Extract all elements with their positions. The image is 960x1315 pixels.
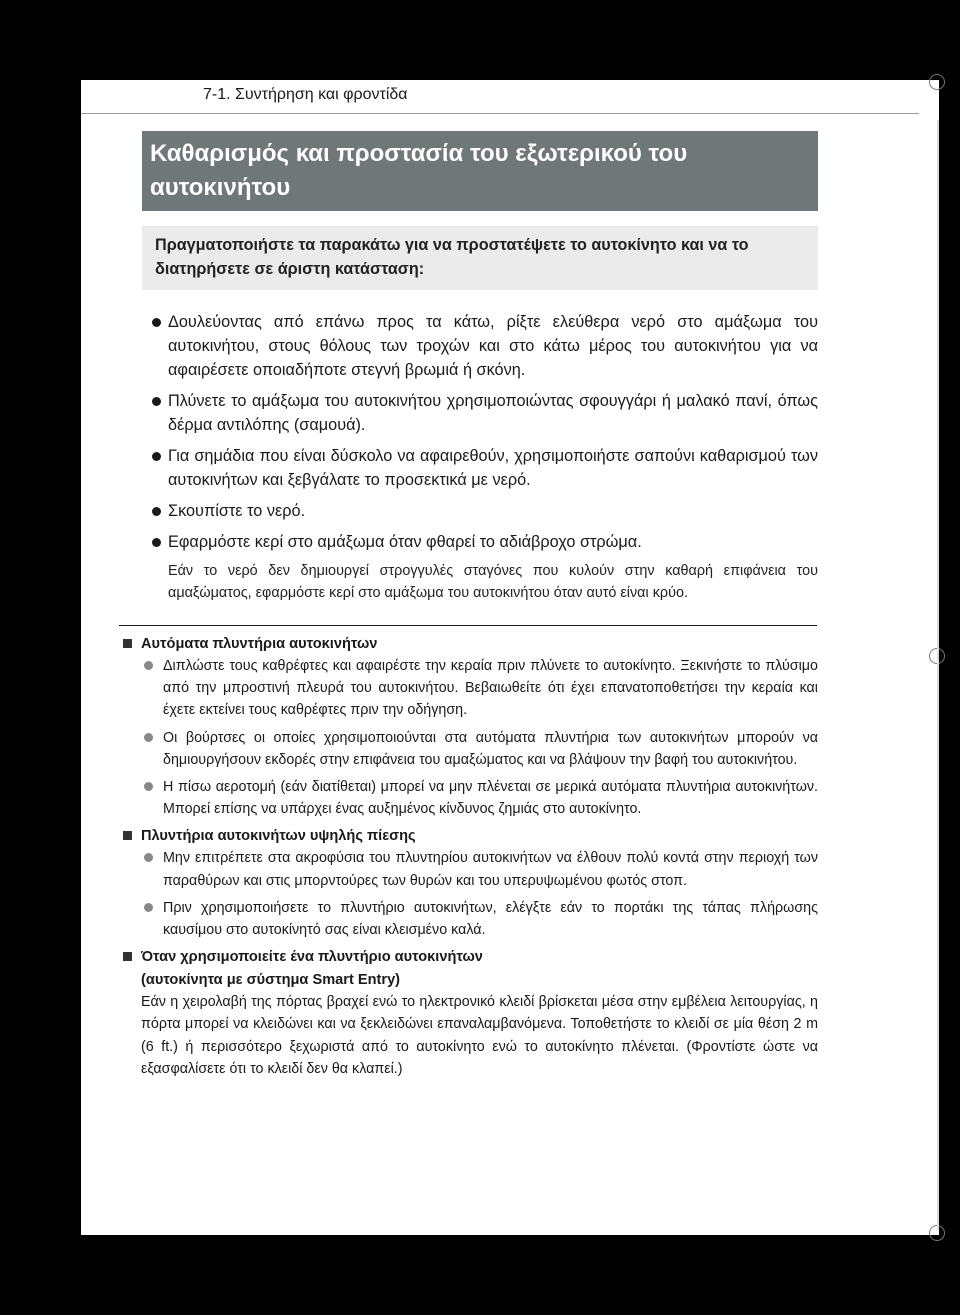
bullet-icon bbox=[144, 661, 153, 670]
main-bullet-list bbox=[142, 310, 818, 604]
smart-entry-subtitle: (αυτοκίνητα με σύστημα Smart Entry) bbox=[141, 972, 401, 989]
info-sections bbox=[121, 632, 818, 1080]
bullet-icon bbox=[152, 538, 161, 547]
bullet-icon bbox=[144, 853, 153, 862]
page-header bbox=[81, 80, 939, 116]
crop-mark-icon bbox=[929, 74, 945, 90]
wax-note: Εάν το νερό δεν δημιουργεί στρογγυλές σταγόνες που κυλούν στην καθαρή επιφάνεια του αμαξώματος, εφαρμόστε κερί στο αμάξωμα του αυτοκινήτου όταν αυτό είναι κρύο. bbox=[168, 563, 818, 601]
list-item: Διπλώστε τους καθρέφτες και αφαιρέστε την κεραία πριν πλύνετε το αυτοκίνητο. Ξεκινήστε το πλύσιμο από την μπροστινή πλευρά του αυτοκινήτου. Βεβαιωθείτε ότι έχει επανατοποθετήσει την κεραία και έχετε εκτείνει τους καθρέφτες πριν την οδήγηση. bbox=[121, 655, 818, 722]
list-item: Μην επιτρέπετε στα ακροφύσια του πλυντηρίου αυτοκινήτων να έλθουν πολύ κοντά στην περιοχή των παραθύρων και στις μπορντούρες των θυρών και του υπερυψωμένου φωτός στοπ. bbox=[121, 847, 818, 891]
bullet-icon bbox=[152, 452, 161, 461]
list-item: Εφαρμόστε κερί στο αμάξωμα όταν φθαρεί το αδιάβροχο στρώμα. bbox=[142, 530, 818, 554]
bullet-icon bbox=[152, 507, 161, 516]
page-edge bbox=[937, 120, 939, 1230]
high-pressure-car-wash-heading: Πλυντήρια αυτοκινήτων υψηλής πίεσης bbox=[121, 825, 818, 847]
bullet-icon bbox=[152, 397, 161, 406]
list-item: Η πίσω αεροτομή (εάν διατίθεται) μπορεί να μην πλένεται σε μερικά αυτόματα πλυντήρια αυτοκινήτων. Μπορεί επίσης να υπάρχει ένας αυξημένος κίνδυνος ζημιάς στο αυτοκίνητο. bbox=[121, 776, 818, 820]
header-rule bbox=[81, 113, 919, 114]
square-bullet-icon bbox=[123, 831, 132, 840]
list-item: Δουλεύοντας από επάνω προς τα κάτω, ρίξτε ελεύθερα νερό στο αμάξωμα του αυτοκινήτου, στους θόλους των τροχών και στο κάτω μέρος του αυτοκινήτου για να αφαιρέσετε οποιαδήποτε στεγνή βρωμιά ή σκόνη. bbox=[142, 310, 818, 382]
bullet-icon bbox=[144, 782, 153, 791]
section-title: Καθαρισμός και προστασία του εξωτερικού του αυτοκινήτου bbox=[142, 131, 818, 211]
list-item: Για σημάδια που είναι δύσκολο να αφαιρεθούν, χρησιμοποιήστε σαπούνι καθαρισμού των αυτοκινήτων και ξεβγάλατε το προσεκτικά με νερό. bbox=[142, 444, 818, 492]
list-item: Σκουπίστε το νερό. bbox=[142, 499, 818, 523]
bullet-icon bbox=[144, 733, 153, 742]
smart-entry-text: Εάν η χειρολαβή της πόρτας βραχεί ενώ το ηλεκτρονικό κλειδί βρίσκεται μέσα στην εμβέλεια λειτουργίας, η πόρτα μπορεί να κλειδώνει και να ξεκλειδώνει επαναλαμβανόμενα. Τοποθετήστε το κλειδί σε μία θέση 2 m (6 ft.) ή περισσότερο ξεχωριστά από το αυτοκίνητο ενώ το αυτοκίνητο πλένεται. (Φροντίστε ώστε να εξασφαλίσετε ότι το κλειδί δεν θα κλαπεί.) bbox=[141, 994, 818, 1077]
bullet-icon bbox=[152, 318, 161, 327]
intro-text: Πραγματοποιήστε τα παρακάτω για να προστατέψετε το αυτοκίνητο και να το διατηρήσετε σε άριστη κατάσταση: bbox=[142, 226, 818, 290]
list-item: Πριν χρησιμοποιήσετε το πλυντήριο αυτοκινήτων, ελέγξτε εάν το πορτάκι της τάπας πλήρωσης καυσίμου στο αυτοκίνητό σας είναι κλεισμένο καλά. bbox=[121, 897, 818, 941]
list-item: Οι βούρτσες οι οποίες χρησιμοποιούνται στα αυτόματα πλυντήρια των αυτοκινήτων μπορούν να δημιουργήσουν εκδορές στην επιφάνεια του αμαξώματος και να βλάψουν την βαφή του αυτοκινήτου. bbox=[121, 727, 818, 771]
manual-page bbox=[81, 80, 939, 1235]
running-head: 7-1. Συντήρηση και φροντίδα bbox=[203, 86, 408, 103]
list-item: Πλύνετε το αμάξωμα του αυτοκινήτου χρησιμοποιώντας σφουγγάρι ή μαλακό πανί, όπως δέρμα αντιλόπης (σαμουά). bbox=[142, 389, 818, 437]
section-divider bbox=[119, 625, 817, 626]
smart-entry-car-wash-heading: Όταν χρησιμοποιείτε ένα πλυντήριο αυτοκινήτων bbox=[121, 946, 818, 968]
square-bullet-icon bbox=[123, 639, 132, 648]
bullet-icon bbox=[144, 903, 153, 912]
automatic-car-wash-heading: Αυτόματα πλυντήρια αυτοκινήτων bbox=[121, 633, 818, 655]
square-bullet-icon bbox=[123, 952, 132, 961]
